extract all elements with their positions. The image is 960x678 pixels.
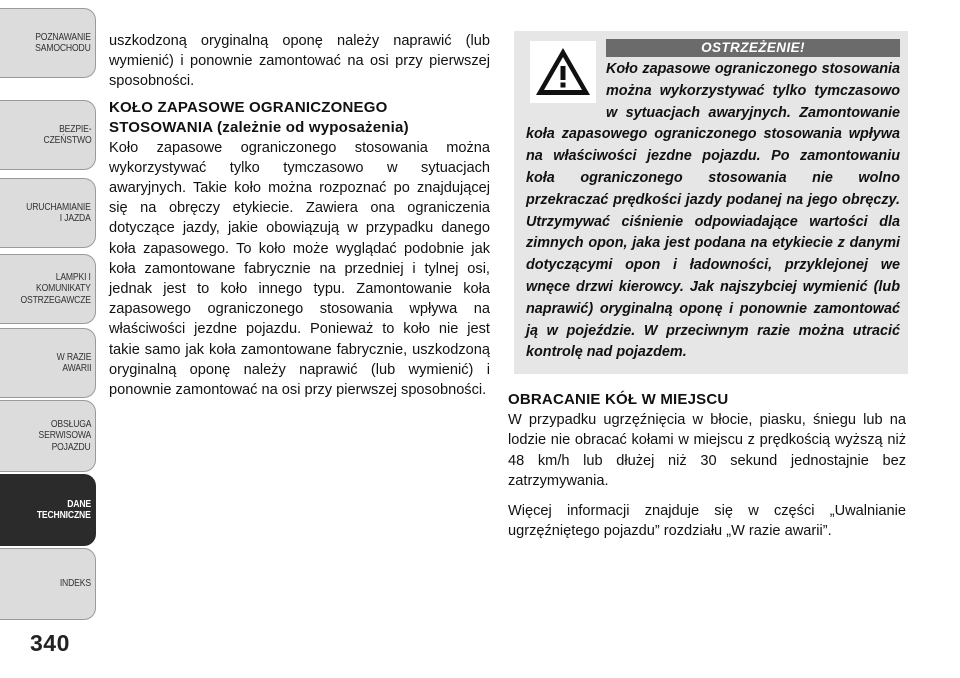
page-number: 340	[30, 630, 70, 656]
tab-label-line: OBSŁUGA	[50, 417, 91, 430]
tab-label-line: AWARII	[62, 362, 91, 374]
warning-triangle-icon	[530, 41, 596, 103]
tab-indeks[interactable]	[0, 548, 96, 620]
heading-subtitle: (zależnie od wyposażenia)	[212, 118, 409, 136]
wheel-spin-paragraph: W przypadku ugrzęźnięcia w błocie, piasku, śniegu lub na lodzie nie obracać kołami w miejscu z prędkością wyższą niż 48 km/h lub dłużej niż 30 sekund jednostajnie bez zatrzymywania.	[508, 412, 906, 489]
tab-label-line: INDEKS	[59, 577, 91, 590]
tab-label-line: TECHNICZNE	[37, 509, 91, 521]
tab-label-line: W RAZIE	[56, 350, 91, 363]
right-column	[508, 31, 906, 541]
heading-line: KOŁO ZAPASOWE OGRANICZONEGO	[109, 98, 388, 116]
tab-uruchamianie-i-jazda[interactable]	[0, 178, 96, 248]
left-column	[109, 31, 490, 400]
tab-label-line: OSTRZEGAWCZE	[20, 293, 91, 306]
section-heading-wheel-spin: OBRACANIE KÓŁ W MIEJSCU	[508, 391, 729, 409]
tab-lampki-i-komunikaty[interactable]	[0, 254, 96, 324]
intro-paragraph: uszkodzoną oryginalną oponę należy naprawić (lub wymienić) i ponownie zamontować na osi przy pierwszej sposobności.	[109, 33, 490, 90]
tab-obsluga-serwisowa[interactable]	[0, 400, 96, 472]
warning-title: OSTRZEŻENIE!	[606, 39, 900, 57]
tab-label-line: SERWISOWA	[38, 429, 91, 442]
tab-label-line: POJAZDU	[51, 440, 91, 453]
tab-label-line: URUCHAMIANIE	[26, 200, 91, 213]
tab-label-line: BEZPIE-	[58, 122, 91, 135]
tab-w-razie-awarii[interactable]	[0, 328, 96, 398]
tab-bezpieczenstwo[interactable]	[0, 100, 96, 170]
tab-label-line: CZEŃSTWO	[43, 134, 91, 146]
chapter-sidebar	[0, 0, 100, 678]
tab-dane-techniczne[interactable]	[0, 474, 96, 546]
spare-wheel-paragraph: Koło zapasowe ograniczonego stosowania można wykorzystywać tylko tymczasowo w sytuacjach awaryjnych. Takie koło można rozpoznać po znajdującej się na obręczy etykiecie. Zawiera ona ograniczenia dotyczące jazdy, jakie obowiązują w przypadku danego koła zapasowego. To koło może wyglądać podobnie jak koła zamontowane fabrycznie na przedniej i tylnej osi, jednak jest to koło innego typu. Zamontowanie koła zapasowego ograniczonego stosowania wpływa na właściwości jezdne pojazdu. Ponieważ to koło nie jest takie samo jak koła zamontowane fabrycznie, uszkodzoną oryginalną oponę należy naprawić (lub wymienić) i ponownie zamontować na osi przy pierwszej sposobności.	[109, 139, 490, 399]
warning-box	[514, 31, 908, 374]
tab-label-line: LAMPKI I	[55, 270, 91, 283]
tab-label-line: DANE	[67, 497, 91, 510]
tab-poznawanie-samochodu[interactable]	[0, 8, 96, 78]
tab-label-line: SAMOCHODU	[35, 42, 91, 54]
warning-text: Koło zapasowe ograniczonego stosowania można wykorzystywać tylko tymczasowo w sytuacjach awaryjnych. Zamontowanie koła zapasowego ograniczonego stosowania wpływa na właściwości jezdne pojazdu. Po zamontowaniu koła ograniczonego stosowania nie wolno przekraczać prędkości jazdy podanej na jego obręczy. Utrzymywać ciśnienie odpowiadające wartości dla zimnych opon, jaka jest podana na etykiecie z danymi dotyczącymi opon i ładowności, przyklejonej we wnęce drzwi kierowcy. Jak najszybciej wymienić (lub naprawić) oryginalną oponę i ponownie zamontować ją w pojeździe. W przeciwnym razie można utracić kontrolę nad pojazdem.	[526, 61, 900, 361]
heading-line: STOSOWANIA	[109, 118, 213, 136]
tab-label-line: POZNAWANIE	[35, 30, 91, 43]
tab-label-line: I JAZDA	[60, 212, 91, 224]
section-heading-spare-wheel	[109, 98, 490, 138]
tab-label-line: KOMUNIKATY	[36, 282, 91, 295]
more-info-paragraph: Więcej informacji znajduje się w części „Uwalnianie ugrzęźniętego pojazdu” rozdziału „W razie awarii”.	[508, 502, 906, 540]
